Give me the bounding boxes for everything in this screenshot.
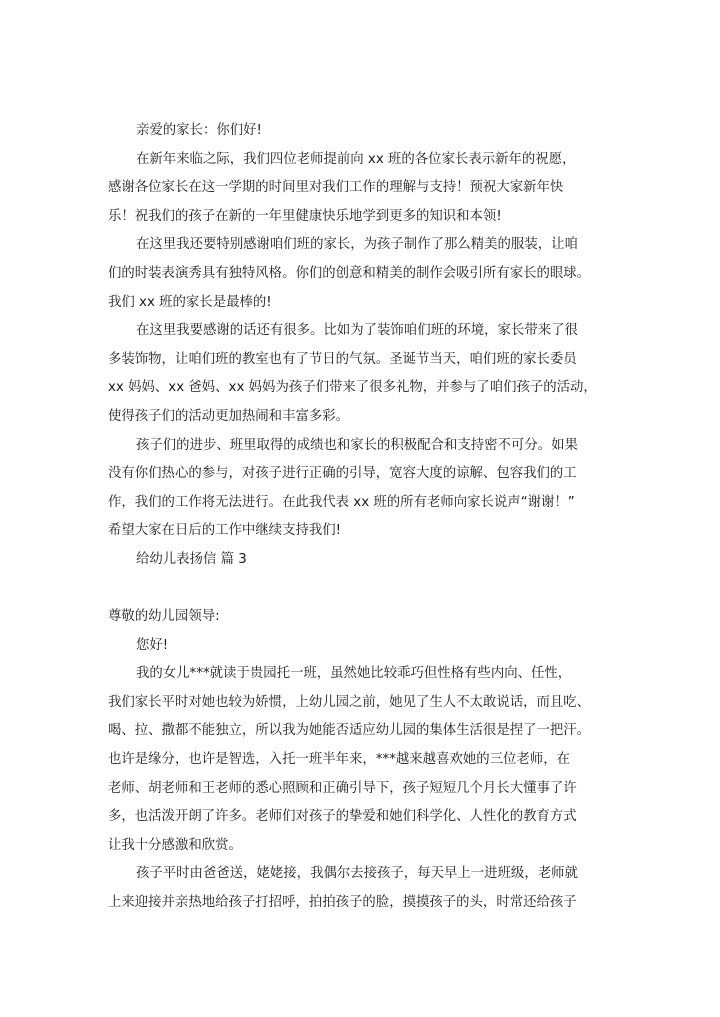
paragraph-line: 乐！祝我们的孩子在新的一年里健康快乐地学到更多的知识和本领! xyxy=(108,208,502,224)
letter2-greeting: 您好! xyxy=(136,637,169,653)
paragraph-line: 在新年来临之际，我们四位老师提前向 xx 班的各位家长表示新年的祝愿， xyxy=(136,151,576,167)
paragraph-line: 我们家长平时对她也较为娇惯，上幼儿园之前，她见了生人不太敢说话，而且吃、 xyxy=(108,694,591,710)
paragraph-line: 作，我们的工作将无法进行。在此我代表 xx 班的所有老师向家长说声“谢谢！” xyxy=(108,494,575,510)
paragraph-line: 我们 xx 班的家长是最棒的! xyxy=(108,294,272,310)
letter1-salutation: 亲爱的家长：你们好! xyxy=(136,123,262,138)
paragraph-line: 孩子平时由爸爸送，姥姥接，我偶尔去接孩子，每天早上一进班级，老师就 xyxy=(136,866,578,882)
paragraph-line: 喝、拉、撒都不能独立，所以我为她能否适应幼儿园的集体生活很是捏了一把汗。 xyxy=(108,723,591,739)
section-title: 给幼儿表扬信 篇 3 xyxy=(136,551,247,567)
paragraph-line: 也许是缘分，也许是智选，入托一班半年来，***越来越喜欢她的三位老师，在 xyxy=(108,752,570,768)
paragraph-line: 孩子们的进步、班里取得的成绩也和家长的积极配合和支持密不可分。如果 xyxy=(136,437,578,453)
letter2-salutation: 尊敬的幼儿园领导: xyxy=(108,609,220,625)
paragraph-line: 使得孩子们的活动更加热闹和丰富多彩。 xyxy=(108,408,350,424)
blank-line xyxy=(108,575,608,604)
paragraph-line: 多装饰物，让咱们班的教室也有了节日的气氛。圣诞节当天，咱们班的家长委员 xyxy=(108,351,577,367)
document-body xyxy=(108,117,608,918)
paragraph-line: 感谢各位家长在这一学期的时间里对我们工作的理解与支持！预祝大家新年快 xyxy=(108,180,564,196)
paragraph-line: 们的时装表演秀具有独特风格。你们的创意和精美的制作会吸引所有家长的眼球。 xyxy=(108,265,591,281)
paragraph-line: 老师、胡老师和王老师的悉心照顾和正确引导下，孩子短短几个月长大懂事了许 xyxy=(108,780,577,796)
paragraph-line: 在这里我要感谢的话还有很多。比如为了装饰咱们班的环境，家长带来了很 xyxy=(136,323,578,339)
paragraph-line: 没有你们热心的参与，对孩子进行正确的引导，宽容大度的谅解、包容我们的工 xyxy=(108,466,577,482)
paragraph-line: 让我十分感激和欣赏。 xyxy=(108,837,242,853)
paragraph-line: 在这里我还要特别感谢咱们班的家长，为孩子制作了那么精美的服装，让咱 xyxy=(136,237,578,253)
paragraph-line: 上来迎接并亲热地给孩子打招呼，拍拍孩子的脸，摸摸孩子的头，时常还给孩子 xyxy=(108,895,577,911)
paragraph-line: 多，也活泼开朗了许多。老师们对孩子的挚爱和她们科学化、人性化的教育方式 xyxy=(108,809,577,825)
paragraph-line: 希望大家在日后的工作中继续支持我们! xyxy=(108,523,342,539)
paragraph-line: 我的女儿***就读于贵园托一班，虽然她比较乖巧但性格有些内向、任性， xyxy=(136,666,572,682)
paragraph-line: xx 妈妈、xx 爸妈、xx 妈妈为孩子们带来了很多礼物，并参与了咱们孩子的活动， xyxy=(108,380,597,396)
